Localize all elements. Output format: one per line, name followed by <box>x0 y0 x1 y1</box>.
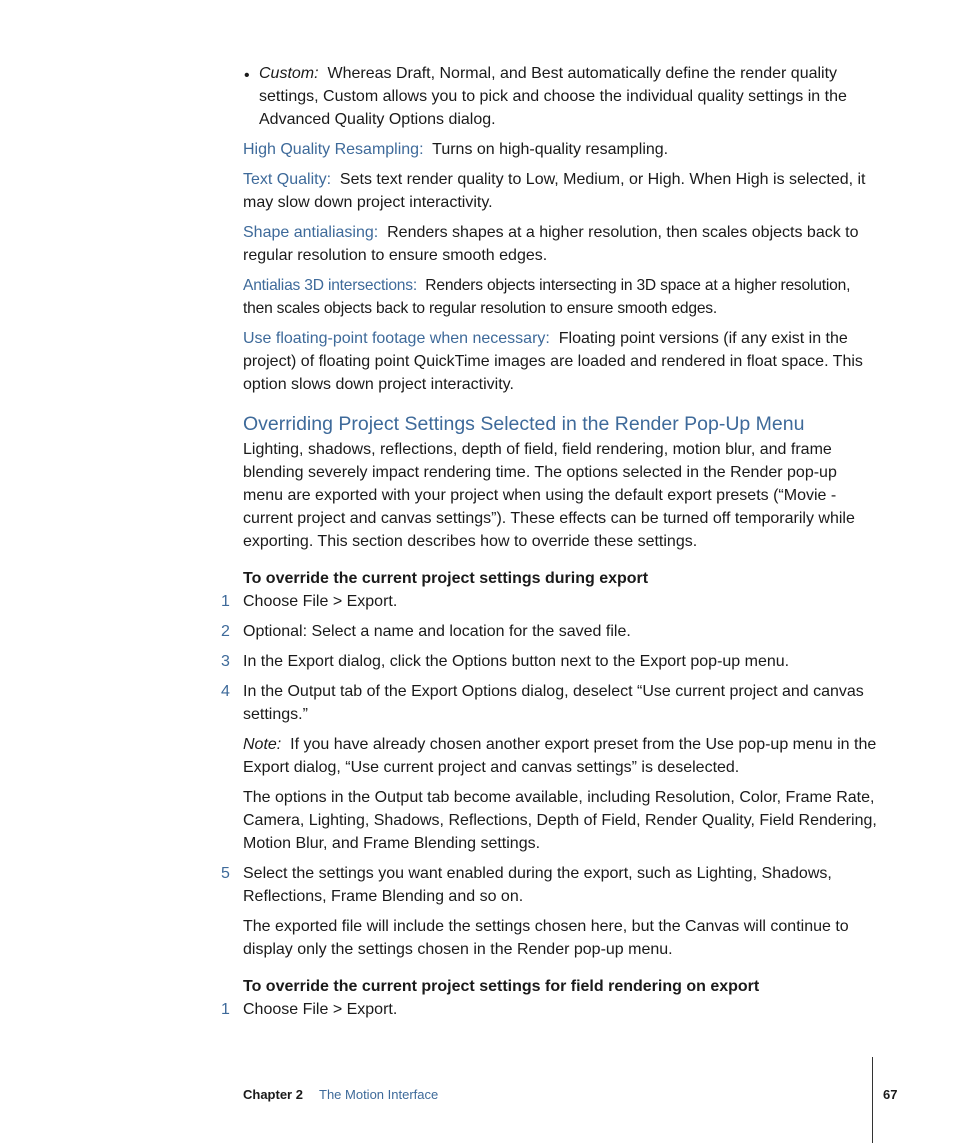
output-tab-paragraph: The options in the Output tab become available, including Resolution, Color, Frame Rate, Camera, Lighting, Shadows, Reflections, Depth of Field, Render Quality, Field Rendering, Motion Blur, and Frame Blending settings. <box>243 789 877 852</box>
definition-floating-point-footage <box>243 327 879 396</box>
definition-term: High Quality Resampling: <box>243 141 424 158</box>
step-number: 1 <box>221 1001 230 1018</box>
task-title: To override the current project settings for field rendering on export <box>243 978 760 995</box>
definition-term: Use floating-point footage when necessary: <box>243 330 550 347</box>
definition-text: Floating point versions (if any exist in the project) of floating point QuickTime images are loaded and rendered in float space. This option slows down project interactivity. <box>243 330 863 393</box>
bullet-term: Custom: <box>259 65 319 82</box>
step-number: 1 <box>221 593 230 610</box>
step-text: In the Export dialog, click the Options button next to the Export pop-up menu. <box>243 653 790 670</box>
section-intro: Lighting, shadows, reflections, depth of field, field rendering, motion blur, and frame blending severely impact rendering time. The options selected in the Render pop-up menu are exported with your project when using the default export presets (“Movie - current project and canvas settings”). These effects can be turned off temporarily while exporting. This section describes how to override these settings. <box>243 441 855 550</box>
footer-chapter: Chapter 2 <box>243 1087 303 1102</box>
definition-term: Shape antialiasing: <box>243 224 379 241</box>
section-heading: Overriding Project Settings Selected in the Render Pop-Up Menu <box>243 413 805 435</box>
note-text: If you have already chosen another export preset from the Use pop-up menu in the Export dialog, “Use current project and canvas settings” is deselected. <box>243 736 877 776</box>
definition-text-quality <box>243 168 879 214</box>
step-text: Choose File > Export. <box>243 593 398 610</box>
step-text: Choose File > Export. <box>243 1001 398 1018</box>
definition-high-quality-resampling <box>243 138 879 161</box>
page-number: 67 <box>883 1087 898 1102</box>
step-text: Optional: Select a name and location for the saved file. <box>243 623 631 640</box>
step-number: 5 <box>221 865 230 882</box>
bullet-glyph: • <box>244 67 250 84</box>
definition-shape-antialiasing <box>243 221 879 267</box>
step-text: In the Output tab of the Export Options dialog, deselect “Use current project and canvas settings.” <box>243 683 864 723</box>
definition-text: Turns on high-quality resampling. <box>432 141 669 158</box>
step-number: 2 <box>221 623 230 640</box>
definition-text: Renders objects intersecting in 3D space at a higher resolution, then scales objects back to regular resolution to ensure smooth edges. <box>243 277 851 317</box>
note <box>243 733 879 779</box>
footer-chapter-title: The Motion Interface <box>319 1087 439 1102</box>
step-number: 3 <box>221 653 230 670</box>
footer-divider <box>872 1057 873 1143</box>
note-label: Note: <box>243 736 282 753</box>
definition-text: Sets text render quality to Low, Medium, or High. When High is selected, it may slow down project interactivity. <box>243 171 866 211</box>
exported-file-paragraph: The exported file will include the settings chosen here, but the Canvas will continue to display only the settings chosen in the Render pop-up menu. <box>243 918 849 958</box>
task-title: To override the current project settings during export <box>243 570 649 587</box>
definition-text: Renders shapes at a higher resolution, then scales objects back to regular resolution to ensure smooth edges. <box>243 224 859 264</box>
definition-antialias-3d-intersections <box>243 274 879 320</box>
bullet-text: Whereas Draft, Normal, and Best automatically define the render quality settings, Custom allows you to pick and choose the individual quality settings in the Advanced Quality Options dialog. <box>259 65 847 128</box>
definition-term: Antialias 3D intersections: <box>243 277 418 294</box>
step-text: Select the settings you want enabled during the export, such as Lighting, Shadows, Reflections, Frame Blending and so on. <box>243 865 832 905</box>
definition-term: Text Quality: <box>243 171 332 188</box>
step-number: 4 <box>221 683 230 700</box>
bullet-custom <box>259 62 879 131</box>
